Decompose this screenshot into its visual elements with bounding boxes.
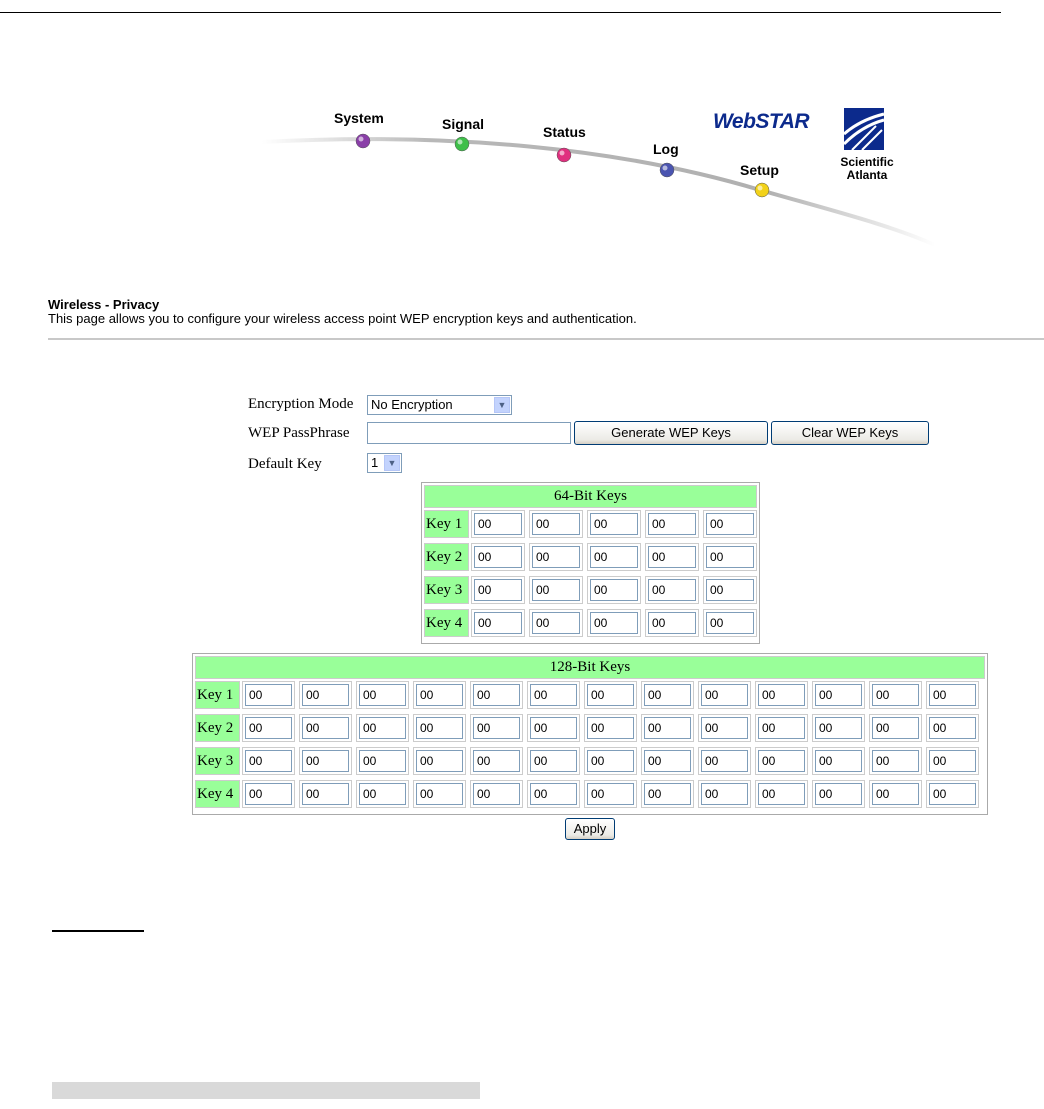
keys-128-key-cell: [584, 747, 637, 775]
keys-128-key-byte-input[interactable]: 00: [473, 783, 520, 805]
default-key-value: 1: [371, 455, 379, 470]
keys-128-key-cell: [926, 714, 979, 742]
encryption-mode-value: No Encryption: [371, 397, 453, 412]
keys-64-key-byte-input[interactable]: 00: [590, 612, 638, 634]
keys-128-key-cell: [926, 747, 979, 775]
clear-wep-keys-button[interactable]: Clear WEP Keys: [771, 421, 929, 445]
keys-64-key-label: Key 3: [424, 576, 469, 604]
nav-dots: [356, 134, 769, 197]
keys-128-key-byte-input[interactable]: 00: [872, 783, 919, 805]
keys-128-key-cell: [755, 714, 808, 742]
nav-log[interactable]: Log: [653, 141, 679, 157]
keys-64-key-byte-input[interactable]: 00: [590, 579, 638, 601]
keys-128-key-cell: [299, 714, 352, 742]
keys-64-key-cell: [471, 543, 525, 571]
wep-passphrase-label: WEP PassPhrase: [248, 425, 350, 441]
encryption-mode-label: Encryption Mode: [248, 396, 354, 412]
keys-64-key-cell: [529, 576, 583, 604]
keys-128-key-byte-input[interactable]: 00: [929, 750, 976, 772]
keys-128-key-byte-input[interactable]: 00: [758, 717, 805, 739]
keys-128-key-byte-input[interactable]: 00: [701, 684, 748, 706]
keys-128-key-cell: [698, 780, 751, 808]
keys-128-key-cell: [527, 681, 580, 709]
keys-128-key-byte-input[interactable]: 00: [302, 783, 349, 805]
keys-128-key-cell: [869, 780, 922, 808]
keys-64-key-cell: [529, 609, 583, 637]
keys-64-key-cell: [471, 576, 525, 604]
keys-128-key-byte-input[interactable]: 00: [416, 750, 463, 772]
keys-128-key-cell: [413, 747, 466, 775]
keys-128-key-label: Key 3: [195, 747, 240, 775]
keys-128-key-byte-input[interactable]: 00: [302, 717, 349, 739]
keys-128-key-cell: [641, 681, 694, 709]
keys-64-key-byte-input[interactable]: 00: [532, 546, 580, 568]
nav-dot-system[interactable]: [356, 134, 370, 148]
keys-128-key-cell: [356, 714, 409, 742]
page-description: This page allows you to configure your wireless access point WEP encryption keys and authentication.: [48, 311, 637, 326]
keys-128-key-byte-input[interactable]: 00: [644, 684, 691, 706]
nav-dot-setup[interactable]: [755, 183, 769, 197]
keys-128-key-byte-input[interactable]: 00: [929, 783, 976, 805]
keys-128-key-byte-input[interactable]: 00: [245, 750, 292, 772]
keys-128-key-cell: [470, 780, 523, 808]
keys-64-key-byte-input[interactable]: 00: [532, 612, 580, 634]
keys-128-key-cell: [812, 747, 865, 775]
keys-128-key-cell: [356, 780, 409, 808]
keys-128-key-byte-input[interactable]: 00: [359, 783, 406, 805]
keys-128-key-cell: [698, 747, 751, 775]
keys-128-key-cell: [356, 681, 409, 709]
keys-64-key-cell: [703, 609, 757, 637]
keys-128-key-byte-input[interactable]: 00: [530, 783, 577, 805]
header-divider: [48, 338, 1044, 340]
keys-64-key-cell: [645, 510, 699, 538]
keys-128-key-byte-input[interactable]: 00: [929, 717, 976, 739]
keys-128-key-cell: [869, 714, 922, 742]
keys-128-key-byte-input[interactable]: 00: [473, 750, 520, 772]
keys-128-key-cell: [413, 780, 466, 808]
company-name-line2: Atlanta: [846, 168, 888, 182]
keys-128-key-byte-input[interactable]: 00: [587, 783, 634, 805]
keys-64-key-byte-input[interactable]: 00: [590, 546, 638, 568]
nav-dot-highlight: [663, 166, 668, 171]
keys-128-key-cell: [869, 747, 922, 775]
keys-128-key-cell: [869, 681, 922, 709]
keys-128-key-byte-input[interactable]: 00: [644, 750, 691, 772]
keys-128-key-cell: [641, 780, 694, 808]
keys-64-bit-table: [421, 482, 760, 644]
keys-128-key-cell: [299, 747, 352, 775]
nav-system[interactable]: System: [334, 110, 384, 126]
chevron-down-icon: ▼: [384, 455, 400, 471]
company-name: [832, 156, 902, 182]
keys-64-key-cell: [529, 543, 583, 571]
keys-128-key-cell: [755, 780, 808, 808]
keys-128-key-cell: [470, 681, 523, 709]
keys-64-key-byte-input[interactable]: 00: [706, 579, 754, 601]
keys-128-key-byte-input[interactable]: 00: [701, 783, 748, 805]
keys-128-key-cell: [242, 714, 295, 742]
nav-dot-highlight: [758, 186, 763, 191]
keys-128-key-byte-input[interactable]: 00: [245, 684, 292, 706]
encryption-mode-select[interactable]: [367, 395, 512, 415]
keys-128-key-byte-input[interactable]: 00: [872, 750, 919, 772]
keys-64-key-label: Key 1: [424, 510, 469, 538]
keys-128-key-byte-input[interactable]: 00: [929, 684, 976, 706]
keys-128-key-byte-input[interactable]: 00: [530, 750, 577, 772]
keys-128-key-cell: [470, 714, 523, 742]
shaded-bar: [52, 1082, 480, 1099]
keys-64-key-cell: [645, 609, 699, 637]
keys-128-key-byte-input[interactable]: 00: [644, 717, 691, 739]
company-name-line1: Scientific: [840, 155, 894, 169]
nav-signal[interactable]: Signal: [442, 116, 485, 132]
nav-dot-log[interactable]: [660, 163, 674, 177]
keys-64-key-byte-input[interactable]: 00: [706, 513, 754, 535]
keys-64-key-byte-input[interactable]: 00: [474, 612, 522, 634]
keys-64-key-byte-input[interactable]: 00: [706, 612, 754, 634]
nav-dot-highlight: [458, 140, 463, 145]
keys-64-key-byte-input[interactable]: 00: [532, 513, 580, 535]
keys-128-key-cell: [755, 681, 808, 709]
keys-64-key-byte-input[interactable]: 00: [648, 546, 696, 568]
keys-128-key-cell: [413, 714, 466, 742]
chevron-down-icon: ▼: [494, 397, 510, 413]
webstar-logo: [704, 108, 818, 136]
keys-64-key-cell: [587, 576, 641, 604]
keys-128-key-byte-input[interactable]: 00: [701, 750, 748, 772]
keys-64-key-cell: [645, 576, 699, 604]
keys-128-key-cell: [527, 780, 580, 808]
keys-128-key-cell: [755, 747, 808, 775]
keys-128-key-cell: [641, 747, 694, 775]
keys-128-key-byte-input[interactable]: 00: [872, 684, 919, 706]
keys-128-key-cell: [584, 681, 637, 709]
keys-64-key-cell: [703, 576, 757, 604]
keys-64-key-cell: [529, 510, 583, 538]
keys-128-key-byte-input[interactable]: 00: [758, 750, 805, 772]
keys-128-key-cell: [299, 681, 352, 709]
keys-128-key-cell: [641, 714, 694, 742]
keys-128-key-byte-input[interactable]: 00: [815, 717, 862, 739]
keys-64-key-byte-input[interactable]: 00: [648, 579, 696, 601]
keys-128-key-byte-input[interactable]: 00: [758, 684, 805, 706]
keys-128-key-cell: [413, 681, 466, 709]
keys-64-key-label: Key 2: [424, 543, 469, 571]
keys-64-key-cell: [587, 609, 641, 637]
keys-128-key-byte-input[interactable]: 00: [302, 684, 349, 706]
keys-128-key-byte-input[interactable]: 00: [359, 717, 406, 739]
keys-64-key-byte-input[interactable]: 00: [706, 546, 754, 568]
keys-128-bit-table: [192, 653, 988, 815]
keys-64-key-byte-input[interactable]: 00: [648, 612, 696, 634]
keys-128-key-byte-input[interactable]: 00: [416, 684, 463, 706]
keys-128-bit-header: 128-Bit Keys: [195, 656, 985, 679]
keys-128-key-label: Key 4: [195, 780, 240, 808]
scientific-atlanta-emblem-icon: [832, 106, 902, 154]
keys-128-key-cell: [527, 714, 580, 742]
keys-128-key-byte-input[interactable]: 00: [872, 717, 919, 739]
keys-64-key-cell: [703, 543, 757, 571]
keys-128-key-byte-input[interactable]: 00: [302, 750, 349, 772]
keys-64-key-byte-input[interactable]: 00: [532, 579, 580, 601]
keys-128-key-cell: [926, 681, 979, 709]
keys-128-key-byte-input[interactable]: 00: [701, 717, 748, 739]
keys-128-key-byte-input[interactable]: 00: [815, 783, 862, 805]
keys-64-bit-header: 64-Bit Keys: [424, 485, 757, 508]
keys-128-key-byte-input[interactable]: 00: [416, 717, 463, 739]
page-title: Wireless - Privacy: [48, 297, 160, 312]
keys-128-key-byte-input[interactable]: 00: [245, 783, 292, 805]
keys-64-key-label: Key 4: [424, 609, 469, 637]
default-key-label: Default Key: [248, 456, 322, 472]
keys-128-key-byte-input[interactable]: 00: [815, 750, 862, 772]
keys-128-key-byte-input[interactable]: 00: [758, 783, 805, 805]
keys-128-key-label: Key 1: [195, 681, 240, 709]
keys-128-key-cell: [470, 747, 523, 775]
keys-128-key-byte-input[interactable]: 00: [473, 717, 520, 739]
keys-128-key-byte-input[interactable]: 00: [473, 684, 520, 706]
keys-128-key-byte-input[interactable]: 00: [815, 684, 862, 706]
default-key-select[interactable]: [367, 453, 402, 473]
keys-64-key-cell: [587, 510, 641, 538]
keys-128-key-byte-input[interactable]: 00: [359, 750, 406, 772]
keys-128-key-cell: [812, 714, 865, 742]
keys-128-key-cell: [242, 747, 295, 775]
keys-64-key-byte-input[interactable]: 00: [474, 513, 522, 535]
generate-wep-keys-button[interactable]: Generate WEP Keys: [574, 421, 768, 445]
nav-dot-signal[interactable]: [455, 137, 469, 151]
wep-passphrase-input[interactable]: [367, 422, 571, 444]
keys-128-key-cell: [356, 747, 409, 775]
keys-128-key-byte-input[interactable]: 00: [644, 783, 691, 805]
nav-dot-highlight: [359, 137, 364, 142]
keys-128-key-cell: [584, 780, 637, 808]
keys-128-key-cell: [242, 681, 295, 709]
keys-128-key-byte-input[interactable]: 00: [587, 717, 634, 739]
keys-64-key-cell: [587, 543, 641, 571]
keys-128-key-cell: [584, 714, 637, 742]
keys-128-key-byte-input[interactable]: 00: [245, 717, 292, 739]
keys-64-key-byte-input[interactable]: 00: [474, 579, 522, 601]
keys-128-key-cell: [698, 681, 751, 709]
section-underline: [52, 930, 144, 932]
keys-64-key-cell: [703, 510, 757, 538]
keys-64-key-cell: [471, 510, 525, 538]
keys-64-key-cell: [645, 543, 699, 571]
keys-64-key-byte-input[interactable]: 00: [590, 513, 638, 535]
keys-64-key-cell: [471, 609, 525, 637]
keys-128-key-cell: [698, 714, 751, 742]
keys-128-key-cell: [812, 780, 865, 808]
apply-button[interactable]: Apply: [565, 818, 615, 840]
keys-128-key-byte-input[interactable]: 00: [530, 717, 577, 739]
keys-64-key-byte-input[interactable]: 00: [474, 546, 522, 568]
keys-128-key-cell: [527, 747, 580, 775]
keys-128-key-cell: [299, 780, 352, 808]
keys-128-key-cell: [926, 780, 979, 808]
nav-dot-highlight: [560, 151, 565, 156]
nav-status[interactable]: Status: [543, 124, 586, 140]
keys-128-key-cell: [812, 681, 865, 709]
keys-128-key-byte-input[interactable]: 00: [359, 684, 406, 706]
keys-128-key-byte-input[interactable]: 00: [416, 783, 463, 805]
scientific-atlanta-logo: [832, 106, 902, 186]
nav-setup[interactable]: Setup: [740, 162, 779, 178]
keys-128-key-byte-input[interactable]: 00: [587, 750, 634, 772]
keys-128-key-cell: [242, 780, 295, 808]
keys-64-key-byte-input[interactable]: 00: [648, 513, 696, 535]
keys-128-key-label: Key 2: [195, 714, 240, 742]
keys-128-key-byte-input[interactable]: 00: [587, 684, 634, 706]
keys-128-key-byte-input[interactable]: 00: [530, 684, 577, 706]
brand-name: WebSTAR: [712, 110, 810, 133]
nav-dot-status[interactable]: [557, 148, 571, 162]
